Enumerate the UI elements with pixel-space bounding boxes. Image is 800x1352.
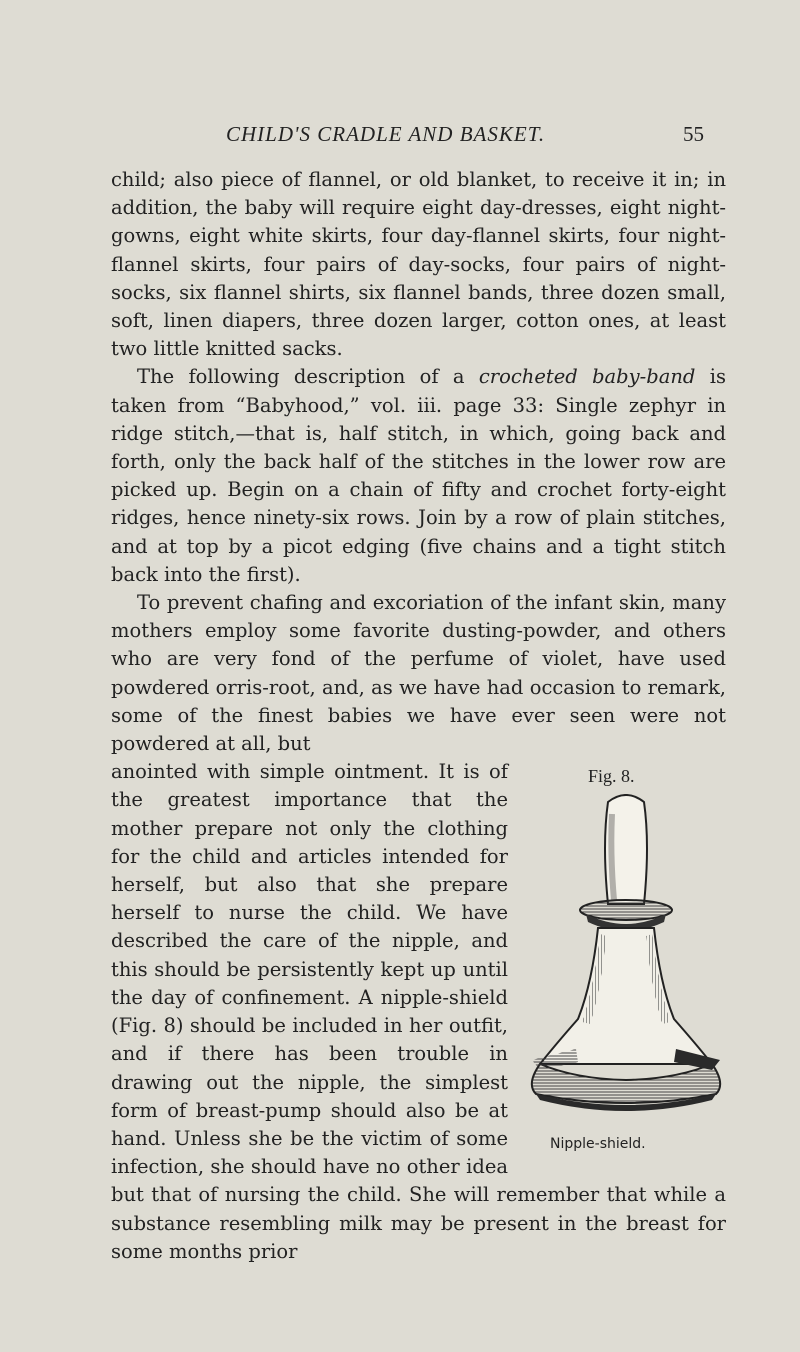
paragraph-nursing	[111, 758, 726, 1266]
nursing-text: anointed with simple ointment. It is of the greatest importance that the mother prepare not only the clothing for the child and articles intended for herself, but also that she prepare herself to nurse the child. We have described the care of the nipple, and this should be persistently kept up until the day of confinement. A nipple-shield (Fig. 8) should be included in her outfit, and if there has been trouble in drawing out the nipple, the simplest form of breast-pump should also be at hand. Unless she be the victim of some infection, she should have no other idea but that of nursing the child. She will remember that while a substance resembling milk may be present in the breast for some months prior	[111, 760, 726, 1263]
nipple-shield-illustration	[526, 794, 726, 1124]
paragraph-baby-band	[111, 363, 726, 589]
baby-band-intro: The following description of a	[137, 365, 479, 389]
page-header	[226, 122, 704, 152]
figure-label: Fig. 8.	[588, 766, 635, 787]
baby-band-emphasis: crocheted baby-band	[478, 365, 696, 389]
baby-band-instructions: is taken from “Babyhood,” vol. iii. page 33: Single zephyr in ridge stitch,—that is, half stitch, in which, going back and forth, only the back half of the stitches in the lower row are picked up. Begin on a chain of fifty and crochet forty-eight ridges, hence ninety-six rows. Join by a row of plain stitches, and at top by a picot edging (five chains and a tight stitch back into the first).	[111, 365, 727, 586]
paragraph-layette: child; also piece of flannel, or old blanket, to receive it in; in addition, the baby will require eight day-dresses, eight night-gowns, eight white skirts, four day-flannel skirts, four night-flannel skirts, four pairs of day-socks, four pairs of night-socks, six flannel shirts, six flannel bands, three dozen small, soft, linen diapers, three dozen larger, cotton ones, at least two little knitted sacks.	[111, 168, 726, 361]
paragraph-chafing: To prevent chafing and excoriation of the infant skin, many mothers employ some favorite dusting-powder, and others who are very fond of the perfume of violet, have used powdered orris-root, and, as we have had occasion to remark, some of the finest babies we have ever seen were not powdered at all, but	[111, 591, 726, 756]
page-number: 55	[683, 122, 704, 146]
figure-caption: Nipple-shield.	[550, 1136, 646, 1153]
figure-8	[518, 762, 732, 1162]
running-head: CHILD'S CRADLE AND BASKET.	[226, 122, 546, 146]
body-text	[111, 166, 726, 1266]
